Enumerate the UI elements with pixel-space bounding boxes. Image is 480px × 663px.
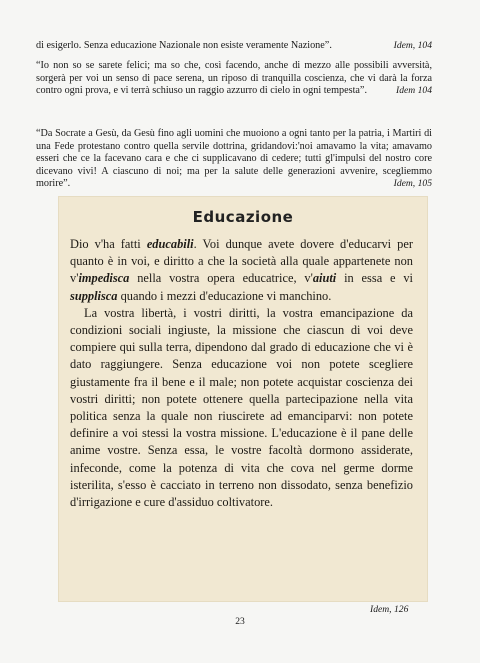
clipping-paragraph-2: La vostra libertà, i vostri diritti, la vostra emancipazione da condizioni sociali ingiuste, la missione che ciascun di voi deve compiere qui sulla terra, dipendono dal grado di educazione che vi è dato raggiungere. Senza educazione voi non potete scegliere giustamente fra il bene e il male; non potete acquistar coscienza dei vostri diritti; non potete ottenere quella partecipazione nella vita politica senza la quale non riuscirete ad emanciparvi: non potete definire a voi stessi la vostra missione. L'educazione è il pane delle anime vostre. Senza essa, le vostre facoltà dormono assiderate, infeconde, come la potenza di vita che cova nel germe dorme isterilita, s'esso è cacciato in terreno non dissodato, senza benefizio d'irrigazione e cure d'assiduo coltivatore. (70, 305, 413, 510)
quote-2-reference: Idem 104 (396, 85, 432, 97)
clipping-reference: Idem, 126 (370, 604, 409, 615)
p1-d: impedisca (78, 271, 130, 286)
quote-3-reference: Idem, 105 (393, 178, 432, 190)
clipping-title: Educazione (192, 208, 294, 226)
p1-e: nella vostra opera educatrice, v' (129, 271, 313, 286)
p1-c: . Voi dunque avete dovere d'educarvi per quanto è in voi, e diritto a che la società alla quale appartenete non v' (70, 237, 413, 286)
quote-1 (36, 40, 432, 53)
quote-1-text: di esigerlo. Senza educazione Nazionale non esiste veramente Nazione”. (36, 40, 332, 51)
p1-h: supplisca (70, 288, 118, 303)
clipping-paragraph-1 (70, 236, 413, 305)
quote-3 (36, 128, 432, 191)
quote-3-text: “Da Socrate a Gesù, da Gesù fino agli uomini che muoiono a ogni tanto per la patria, i Martiri di una Fede protestano contro quella servile dottrina, gridandovi:'noi amavamo la vita; amavamo esseri che ce la facevano cara e che ci supplicavano di cedere; tutti gl'impulsi del nostro core dicevano vivi! A ciascuno di noi; ma per la salute delle generazioni avvenire, scegliemmo morire”. (36, 128, 432, 190)
p1-a: Dio v'ha fatti (70, 237, 147, 251)
quote-2 (36, 60, 432, 98)
quote-1-reference: Idem, 104 (393, 40, 432, 51)
clipping-body (70, 236, 413, 511)
p1-i: quando i mezzi d'educazione vi manchino. (117, 288, 332, 303)
quote-2-text: “Io non so se sarete felici; ma so che, così facendo, anche di mezzo alle possibili avversità, sorgerà per voi un senso di pace serena, un riposo di tranquilla coscienza, che vi darà la forza contro ogni prova, e vi terrà schiuso un raggio azzurro di cielo in ogni tempesta”. (36, 60, 432, 97)
p1-g: in essa e vi (336, 271, 413, 286)
p1-b: educabili (146, 237, 194, 251)
newspaper-clipping (58, 196, 428, 602)
page-number: 23 (235, 616, 245, 627)
p1-f: aiuti (312, 271, 337, 286)
